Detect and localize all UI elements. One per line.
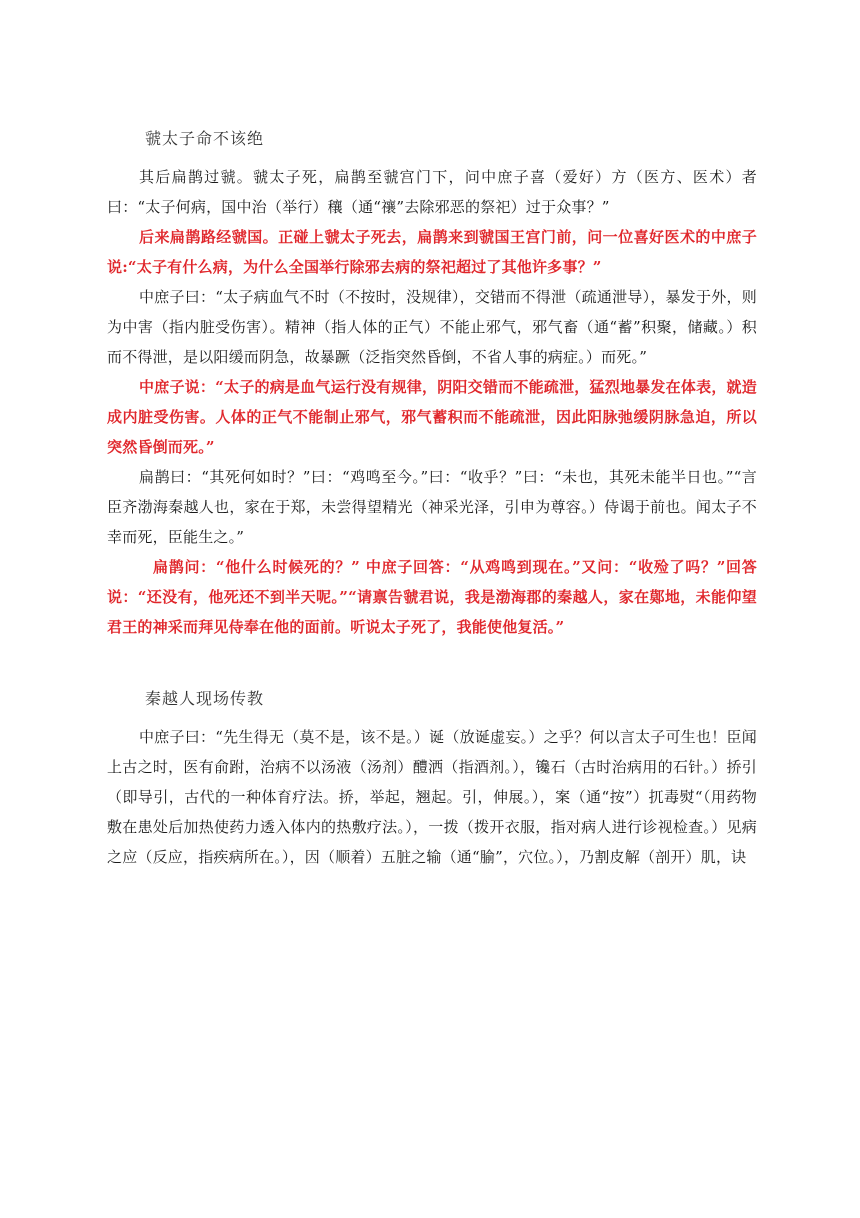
- original-text-paragraph: 其后扁鹊过虢。虢太子死，扁鹊至虢宫门下，问中庶子喜（爱好）方（医方、医术）者曰：“太子何病，国中治（举行）穰（通“禳”去除邪恶的祭祀）过于众事？”: [107, 168, 757, 216]
- section-heading: 秦越人现场传教: [145, 689, 265, 708]
- translation-paragraph: 后来扁鹊路经虢国。正碰上虢太子死去，扁鹊来到虢国王宫门前，问一位喜好医术的中庶子说:“太子有什么病，为什么全国举行除邪去病的祭祀超过了其他许多事？”: [107, 228, 757, 276]
- original-text-paragraph: 中庶子曰：“先生得无（莫不是，该不是。）诞（放诞虚妄。）之乎？何以言太子可生也！臣闻上古之时，医有俞跗，治病不以汤液（汤剂）醴洒（指酒剂。），镵石（古时治病用的石针。）挢引（即导引，古代的一种体育疗法。挢，举起，翘起。引，伸展。），案（通“按”）扤毒熨“（用药物敷在患处后加热使药力透入体内的热敷疗法。），一拨（拨开衣服，指对病人进行诊视检查。）见病之应（反应，指疾病所在。），因（顺着）五脏之输（通“腧”，穴位。），乃割皮解（剖开）肌，诀: [107, 728, 757, 866]
- original-text-paragraph: 扁鹊曰：“其死何如时？”曰：“鸡鸣至今。”曰：“收乎？”曰：“未也，其死未能半日也。”“言臣齐渤海秦越人也，家在于郑，未尝得望精光（神采光泽，引申为尊容。）侍谒于前也。闻太子不幸而死，臣能生之。”: [107, 468, 757, 546]
- section-heading: 虢太子命不该绝: [145, 129, 265, 148]
- original-text-paragraph: 中庶子曰：“太子病血气不时（不按时，没规律），交错而不得泄（疏通泄导），暴发于外，则为中害（指内脏受伤害）。精神（指人体的正气）不能止邪气，邪气畜（通“蓄”积聚，储藏。）积而不得泄，是以阳缓而阴急，故暴蹶（泛指突然昏倒，不省人事的病症。）而死。”: [107, 288, 757, 366]
- translation-paragraph: 中庶子说：“太子的病是血气运行没有规律，阴阳交错而不能疏泄，猛烈地暴发在体表，就造成内脏受伤害。人体的正气不能制止邪气，邪气蓄积而不能疏泄，因此阳脉弛缓阴脉急迫，所以突然昏倒而死。”: [107, 378, 757, 456]
- translation-paragraph: 扁鹊问：“他什么时候死的？” 中庶子回答：“从鸡鸣到现在。”又问：“收殓了吗？”回答说：“还没有，他死还不到半天呢。”“请禀告虢君说，我是渤海郡的秦越人，家在鄚地，未能仰望君王的神采而拜见侍奉在他的面前。听说太子死了，我能使他复活。”: [107, 558, 757, 636]
- document-body: [107, 126, 757, 872]
